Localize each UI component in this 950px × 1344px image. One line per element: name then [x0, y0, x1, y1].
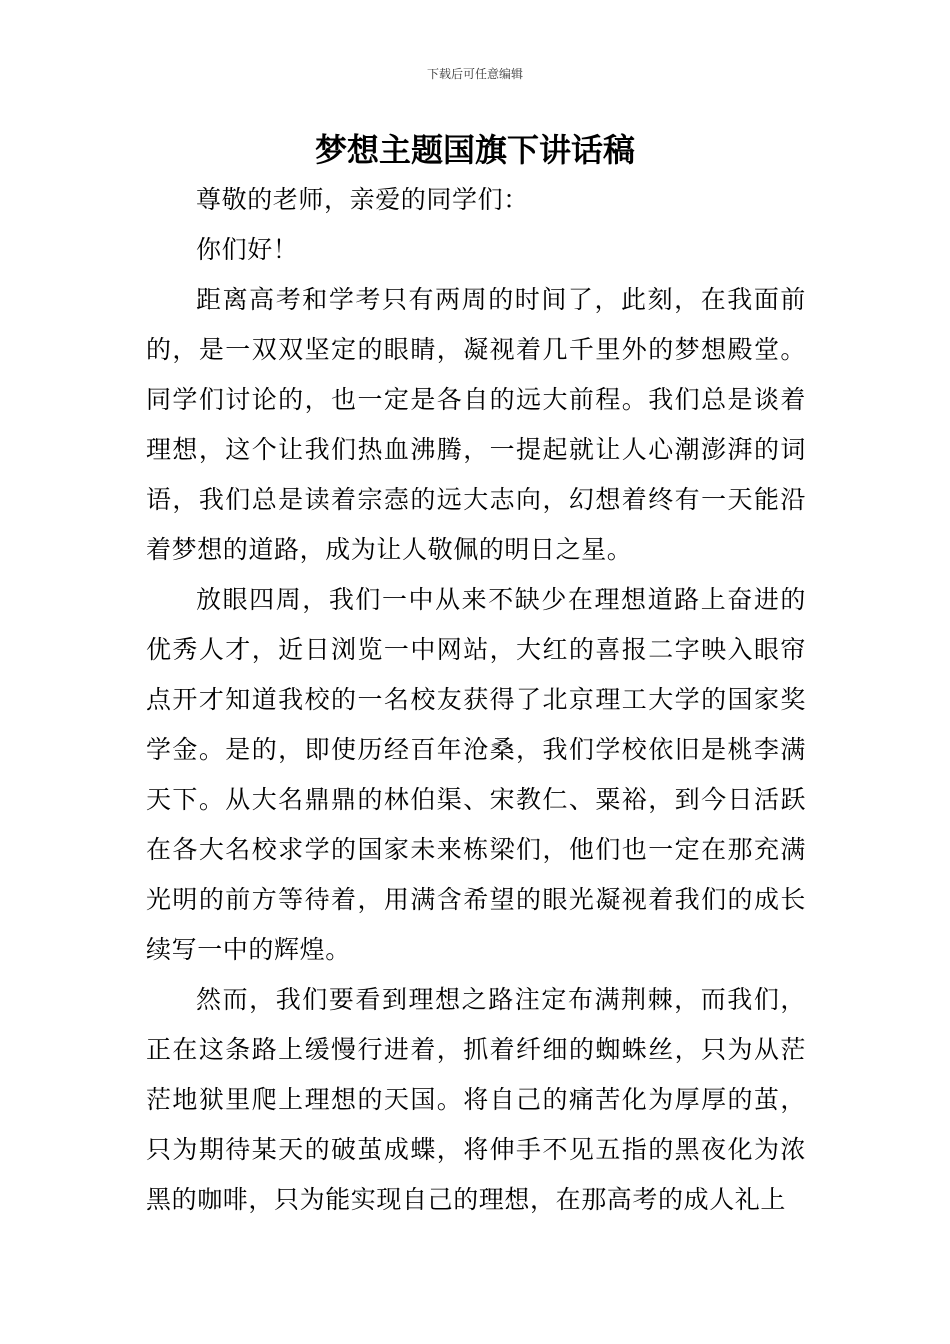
- paragraph-2: 放眼四周，我们一中从来不缺少在理想道路上奋进的优秀人才，近日浏览一中网站，大红的喜报二字映入眼帘点开才知道我校的一名校友获得了北京理工大学的国家奖学金。是的，即使历经百年沧桑，我们学校依旧是桃李满天下。从大名鼎鼎的林伯渠、宋教仁、粟裕，到今日活跃在各大名校求学的国家未来栋梁们，他们也一定在那充满光明的前方等待着，用满含希望的眼光凝视着我们的成长续写一中的辉煌。: [146, 585, 806, 964]
- header-note: 下载后可任意编辑: [426, 67, 523, 81]
- document-title: 梦想主题国旗下讲话稿: [314, 131, 635, 169]
- paragraph-3: 然而，我们要看到理想之路注定布满荆棘，而我们，正在这条路上缓慢行进着，抓着纤细的蜘蛛丝，只为从茫茫地狱里爬上理想的天国。将自己的痛苦化为厚厚的茧，只为期待某天的破茧成蝶，将伸手不见五指的黑夜化为浓黑的咖啡，只为能实现自己的理想，在那高考的成人礼上: [146, 985, 806, 1214]
- paragraph-greeting: 尊敬的老师，亲爱的同学们：: [196, 185, 529, 214]
- paragraph-1: 距离高考和学考只有两周的时间了，此刻，在我面前的，是一双双坚定的眼睛，凝视着几千里外的梦想殿堂。同学们讨论的，也一定是各自的远大前程。我们总是谈着理想，这个让我们热血沸腾，一提起就让人心潮澎湃的词语，我们总是读着宗悫的远大志向，幻想着终有一天能沿着梦想的道路，成为让人敬佩的明日之星。: [146, 285, 806, 564]
- document-body: [146, 175, 806, 1225]
- paragraph-hello: 你们好！: [196, 235, 299, 264]
